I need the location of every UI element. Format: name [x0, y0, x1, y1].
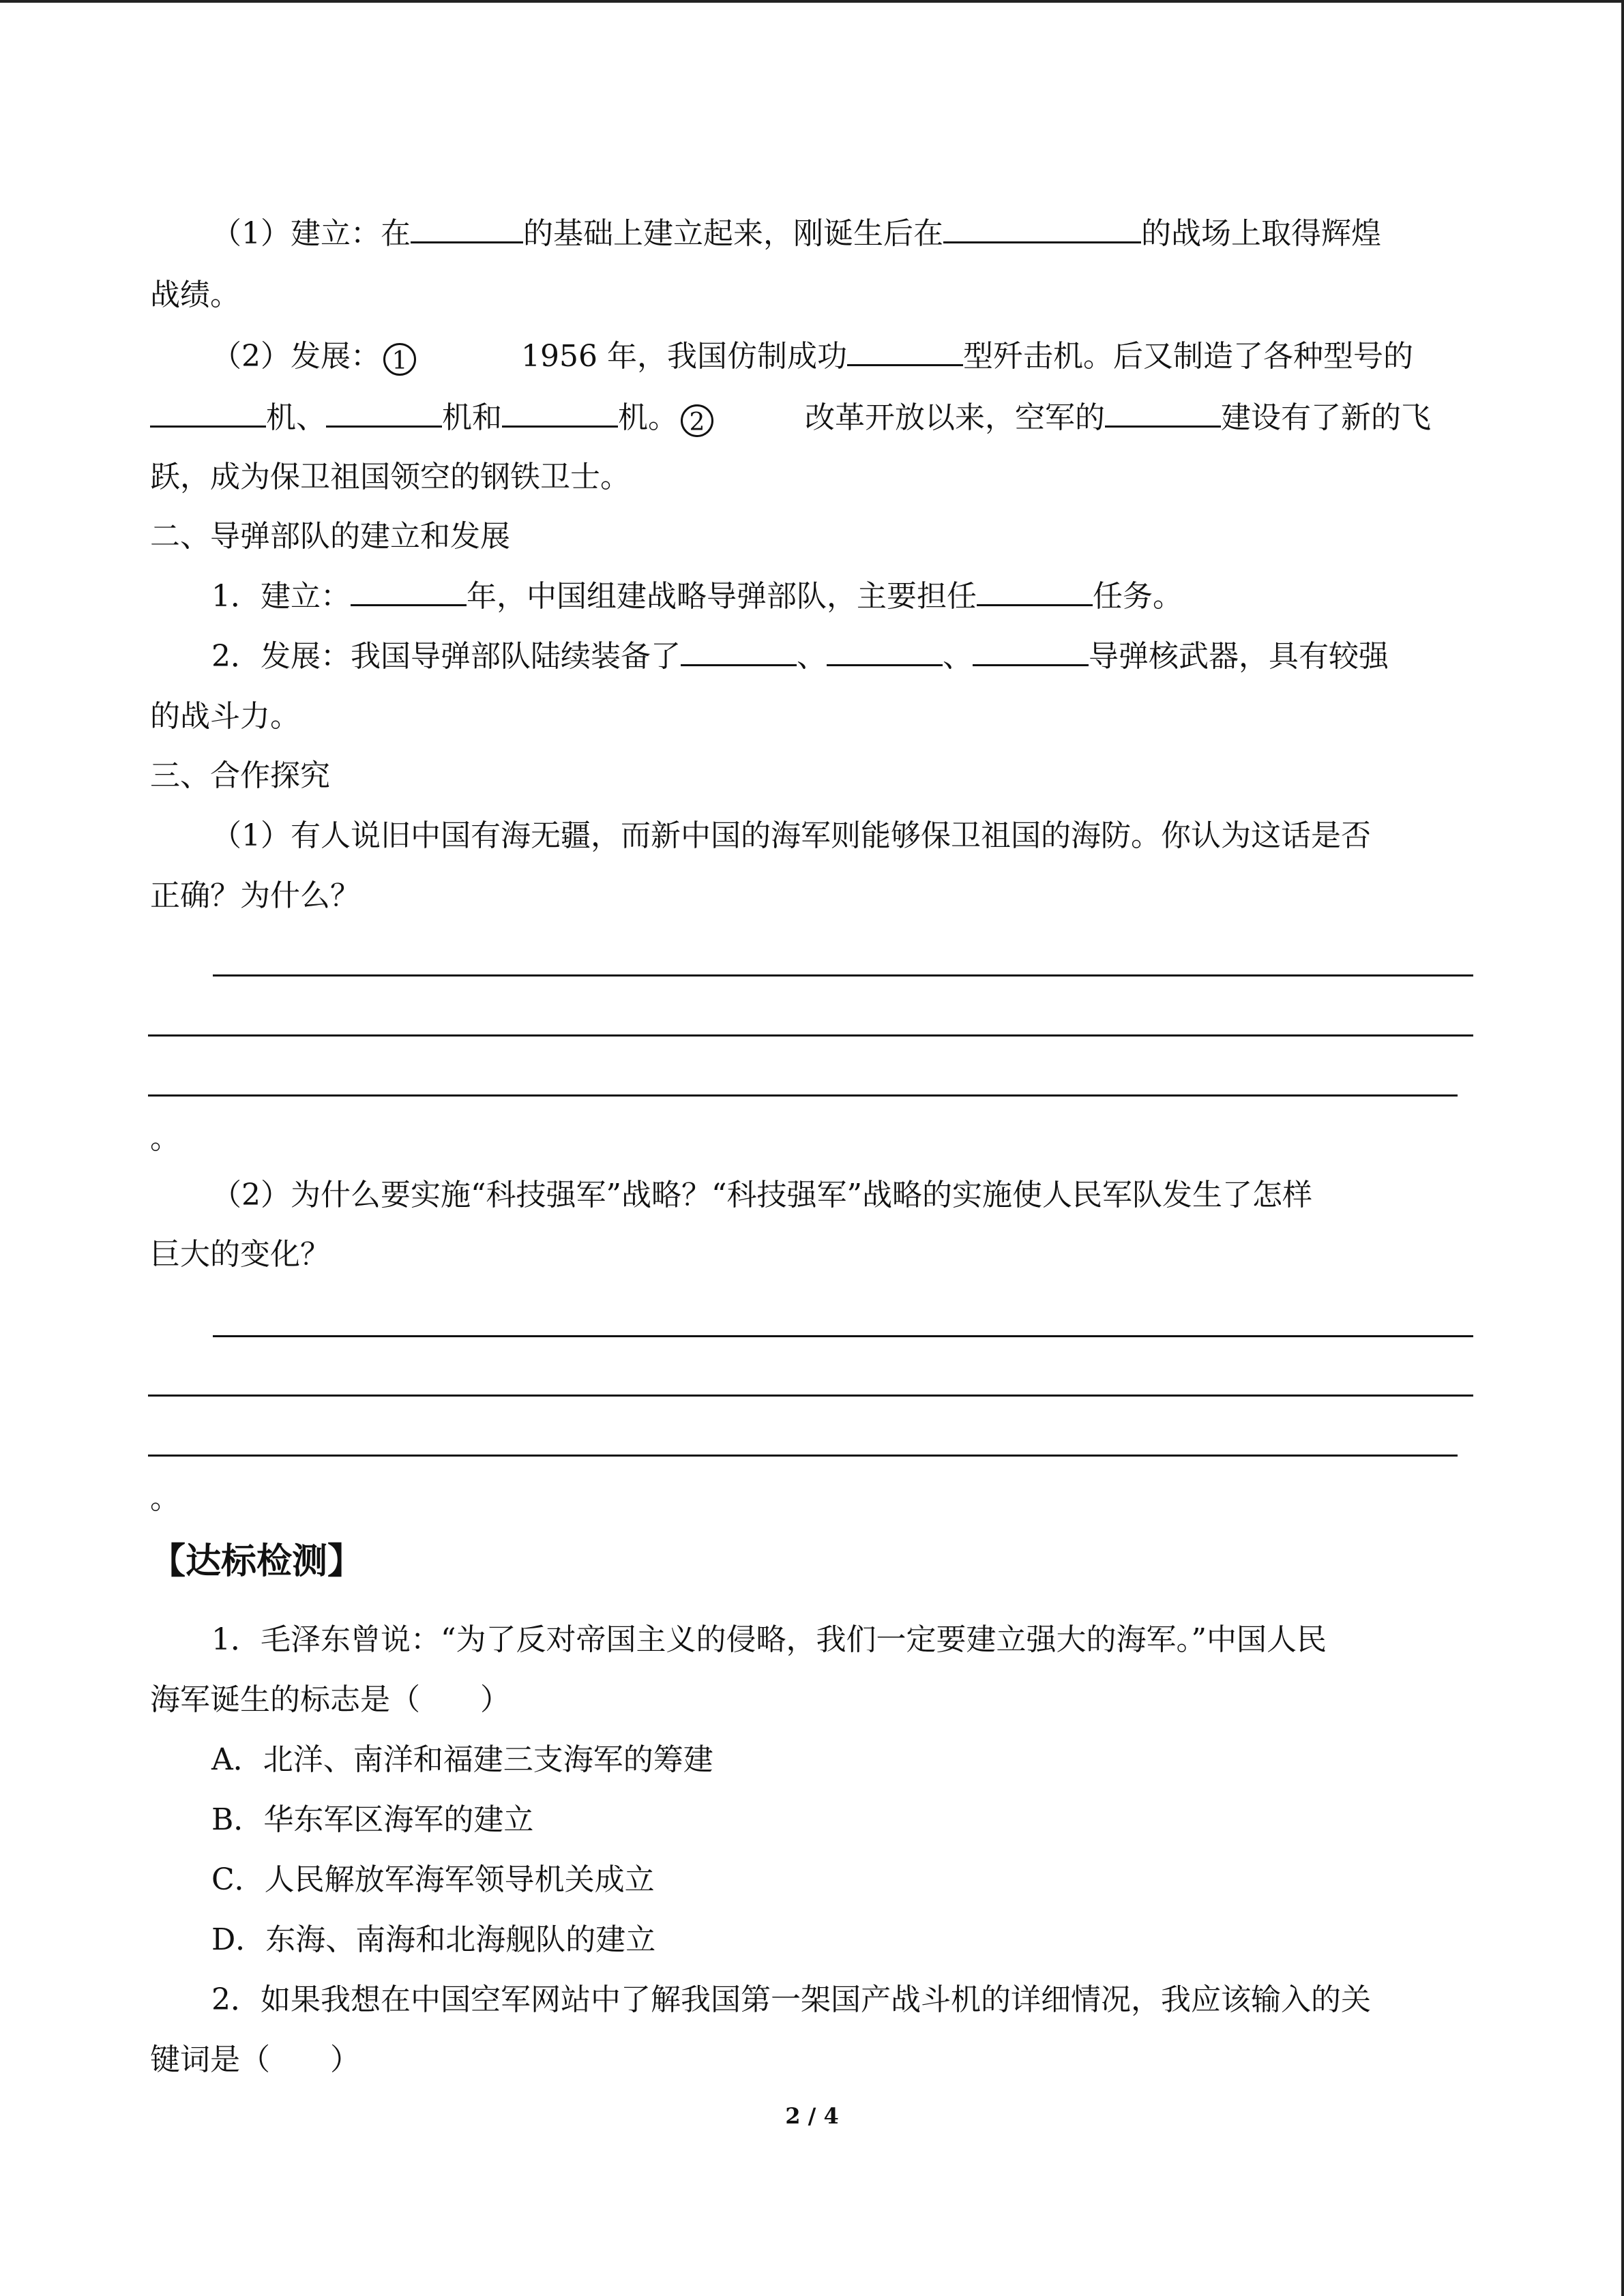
circled-number-2: 2: [681, 404, 713, 437]
fill-blank[interactable]: [977, 577, 1093, 606]
answer-line[interactable]: [148, 1094, 1458, 1097]
option-d[interactable]: D．东海、南海和北海舰队的建立: [211, 1922, 656, 1957]
air-force-establish-continuation: [150, 275, 1480, 316]
text-fragment: （2）发展：: [211, 339, 381, 374]
answer-line[interactable]: [148, 1395, 1473, 1397]
text-fragment: （1）建立：在: [211, 216, 411, 251]
option-b[interactable]: B．华东军区海军的建立: [211, 1802, 534, 1837]
answer-line[interactable]: [148, 1034, 1473, 1037]
option-a[interactable]: A．北洋、南洋和福建三支海军的筹建: [211, 1742, 713, 1777]
cooperation-question-1-line-2: [150, 876, 1480, 916]
text-fragment: 正确？为什么？: [150, 878, 360, 913]
text-fragment: 任务。: [1093, 579, 1183, 614]
fill-blank[interactable]: [827, 637, 943, 666]
test-question-2-line-2: [150, 2040, 1480, 2081]
text-fragment: 2．发展：我国导弹部队陆续装备了: [211, 639, 681, 674]
test-question-2-line-1: [211, 1980, 1480, 2021]
text-fragment: 跃，成为保卫祖国领空的钢铁卫士。: [150, 460, 630, 494]
missile-establish-line: [211, 576, 1480, 617]
text-fragment: （2）为什么要实施“科技强军”战略？“科技强军”战略的实施使人民军队发生了怎样: [211, 1178, 1312, 1212]
text-fragment: 的战场上取得辉煌: [1141, 216, 1381, 251]
text-fragment: 战绩。: [150, 278, 240, 312]
text-fragment: 、: [797, 639, 827, 674]
cooperation-question-2-line-1: [211, 1175, 1480, 1216]
test-section-heading: 【达标检测】: [150, 1541, 364, 1582]
test-question-1-line-2: [150, 1680, 1480, 1720]
text-fragment: 1．建立：: [211, 579, 351, 614]
text-fragment: 、: [943, 639, 973, 674]
fill-blank[interactable]: [150, 398, 266, 428]
answer-line[interactable]: [213, 974, 1473, 976]
page-border-right: [1621, 0, 1624, 2296]
section-heading-text: 三、合作探究: [150, 758, 330, 793]
missile-development-line-1: [211, 636, 1480, 677]
fill-blank[interactable]: [326, 398, 442, 428]
air-force-development-line-1: [211, 336, 1480, 377]
fill-blank[interactable]: [1105, 398, 1221, 428]
text-fragment: 改革开放以来，空军的: [805, 400, 1105, 435]
text-fragment: 建设有了新的飞: [1221, 400, 1431, 435]
section-heading-text: 二、导弹部队的建立和发展: [150, 519, 510, 554]
text-fragment: 年，中国组建战略导弹部队，主要担任: [467, 579, 977, 614]
missile-section-heading: [150, 516, 1480, 557]
text-fragment: 键词是（ ）: [150, 2042, 360, 2077]
page-border-top: [0, 0, 1624, 3]
text-fragment: 机、: [266, 400, 326, 435]
text-fragment: 海军诞生的标志是（ ）: [150, 1682, 510, 1717]
text-fragment: 机和: [442, 400, 502, 435]
text-fragment: 2．如果我想在中国空军网站中了解我国第一架国产战斗机的详细情况，我应该输入的关: [211, 1982, 1371, 2017]
fill-blank[interactable]: [943, 214, 1141, 243]
cooperation-question-1-line-1: [211, 816, 1480, 856]
answer-end-mark: 。: [150, 1481, 180, 1516]
air-force-development-line-2: [150, 398, 1480, 438]
text-fragment: 机。: [618, 400, 678, 435]
air-force-development-line-3: [150, 457, 1480, 498]
text-fragment: 的战斗力。: [150, 699, 300, 734]
text-fragment: 巨大的变化？: [150, 1237, 330, 1272]
missile-development-line-2: [150, 696, 1480, 737]
air-force-establish-line: [211, 213, 1480, 254]
answer-line[interactable]: [213, 1335, 1473, 1337]
cooperation-section-heading: [150, 756, 1480, 796]
test-question-1-line-1: [211, 1620, 1480, 1660]
answer-end-mark: 。: [150, 1121, 180, 1156]
option-c[interactable]: C．人民解放军海军领导机关成立: [211, 1862, 655, 1897]
fill-blank[interactable]: [351, 577, 467, 606]
fill-blank[interactable]: [847, 337, 963, 366]
fill-blank[interactable]: [973, 637, 1089, 666]
text-fragment: （1）有人说旧中国有海无疆，而新中国的海军则能够保卫祖国的海防。你认为这话是否: [211, 818, 1371, 853]
cooperation-question-2-line-2: [150, 1234, 1480, 1275]
answer-line[interactable]: [148, 1455, 1458, 1457]
text-fragment: 1．毛泽东曾说：“为了反对帝国主义的侵略，我们一定要建立强大的海军。”中国人民: [211, 1622, 1327, 1657]
circled-number-1: 1: [383, 343, 416, 376]
text-fragment: 的基础上建立起来，刚诞生后在: [523, 216, 943, 251]
fill-blank[interactable]: [681, 637, 797, 666]
page-number: 2 / 4: [785, 2103, 839, 2129]
text-fragment: 型歼击机。后又制造了各种型号的: [962, 339, 1413, 374]
fill-blank[interactable]: [411, 214, 523, 243]
fill-blank[interactable]: [502, 398, 618, 428]
text-fragment: 1956 年，我国仿制成功: [521, 339, 847, 374]
text-fragment: 导弹核武器，具有较强: [1089, 639, 1389, 674]
